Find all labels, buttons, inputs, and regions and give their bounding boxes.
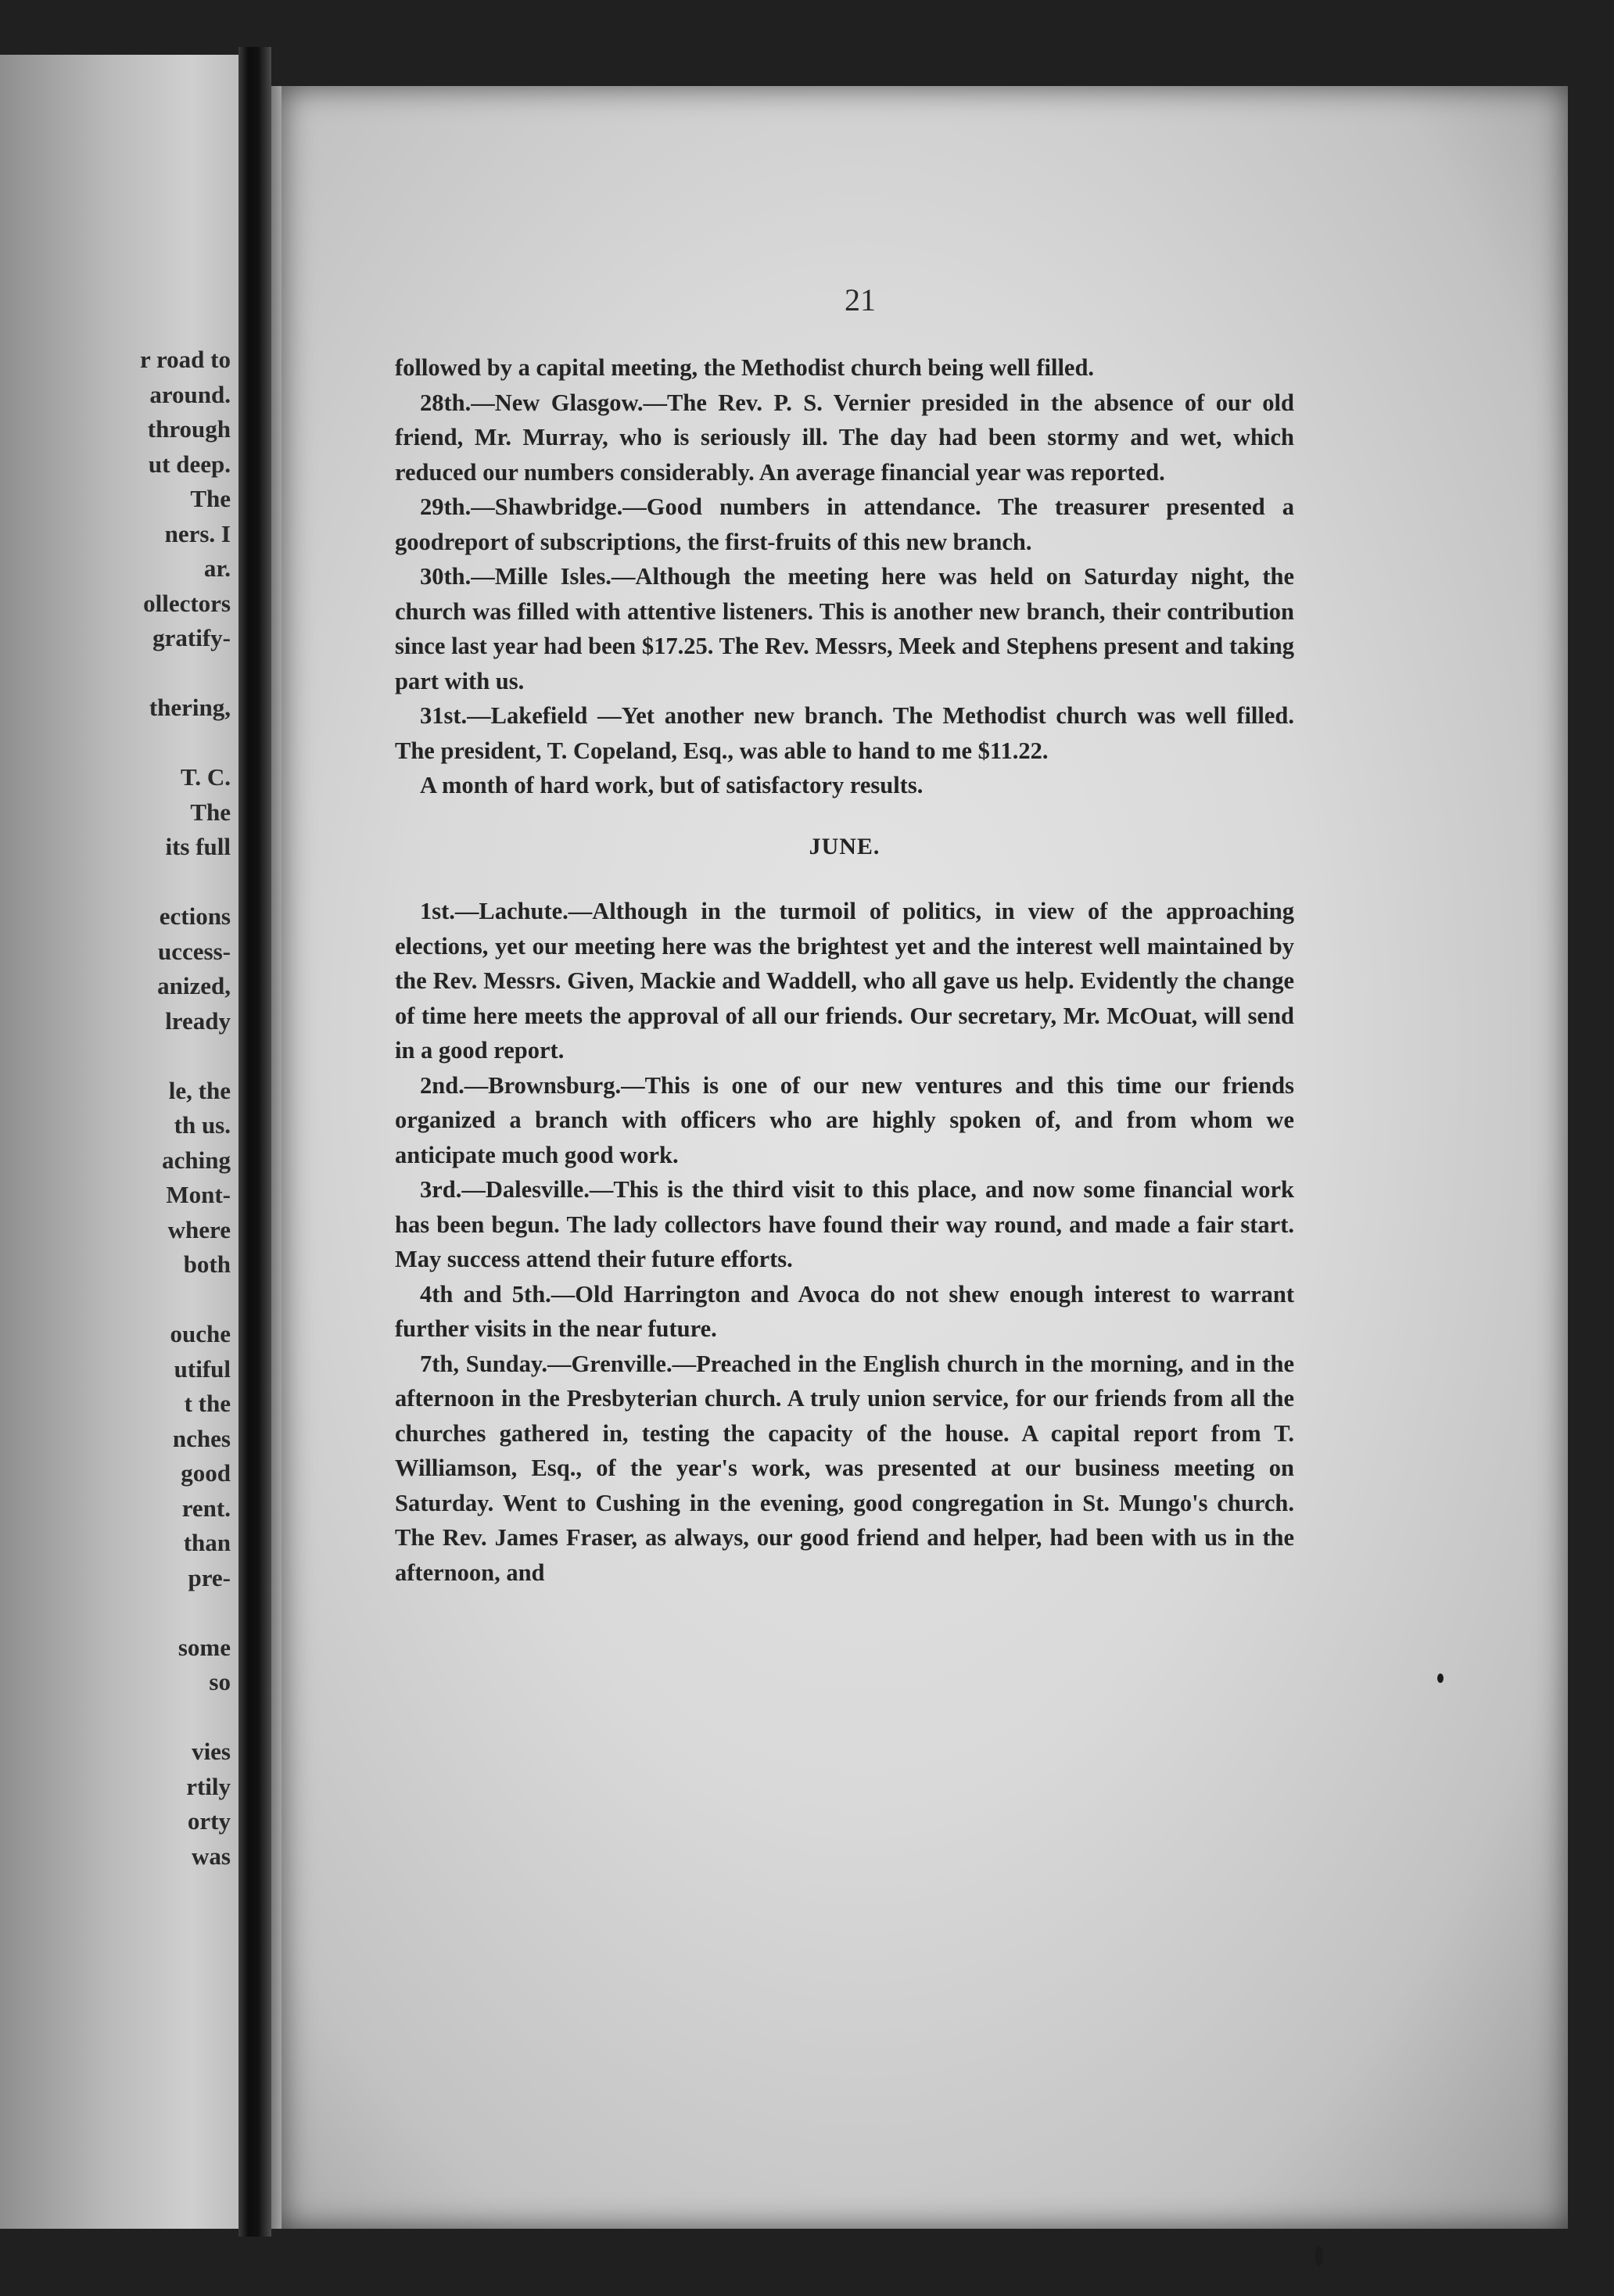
facing-page-line-fragment: good <box>181 1459 231 1487</box>
text-column <box>395 350 1294 1590</box>
facing-page-line-fragment: pre- <box>188 1563 231 1591</box>
page-number: 21 <box>845 282 876 317</box>
facing-page-line-fragment: lready <box>165 1006 231 1035</box>
facing-page-line-fragment: where <box>167 1215 231 1243</box>
facing-page-line-fragment: anized, <box>157 972 231 999</box>
facing-page-line-fragment: thering, <box>149 694 231 721</box>
paragraph: 1st.—Lachute.—Although in the turmoil of politics, in view of the approaching elections, yet our meeting here was the brightest yet and the interest well maintained by the Rev. Messrs. Given, Mackie and Waddell, who all gave us help. Evidently the change of time here meets the approval of all our friends. Our secretary, Mr. McOuat, will send in a good report. <box>395 898 1294 1064</box>
paragraph: 29th.—Shawbridge.—Good numbers in attendance. The treasurer presented a goodreport of subscriptions, the first-fruits of this new branch. <box>395 493 1294 555</box>
facing-page-line-fragment: some <box>178 1633 231 1661</box>
facing-page-line-fragment: both <box>183 1250 231 1278</box>
paragraph: 28th.—New Glasgow.—The Rev. P. S. Vernier presided in the absence of our old friend, Mr. Murray, who is seriously ill. The day had been stormy and wet, which reduced our numbers considerably. An average financial year was reported. <box>395 389 1294 486</box>
paragraph: 30th.—Mille Isles.—Although the meeting here was held on Saturday night, the church was filled with attentive listeners. This is another new branch, their contribution since last year had been $17.25. The Rev. Messrs, Meek and Stephens present and taking part with us. <box>395 563 1294 694</box>
facing-page-line-fragment: its full <box>165 833 231 860</box>
paragraph: 4th and 5th.—Old Harrington and Avoca do not shew enough interest to warrant further visits in the near future. <box>395 1280 1294 1342</box>
facing-page-line-fragment: ar. <box>203 554 231 582</box>
paragraph: A month of hard work, but of satisfactory results. <box>420 772 924 798</box>
facing-page-line-fragment: Mont- <box>166 1181 231 1208</box>
facing-page-line-fragment: The <box>190 798 231 826</box>
book-gutter <box>239 47 271 2237</box>
facing-page-line-fragment: ections <box>159 902 231 930</box>
facing-page-line-fragment: so <box>209 1668 231 1695</box>
facing-page-line-fragment: The <box>190 485 231 512</box>
section-heading: JUNE. <box>809 833 881 859</box>
paragraph: followed by a capital meeting, the Methodist church being well filled. <box>395 354 1095 381</box>
facing-page-line-fragment: T. C. <box>180 763 231 791</box>
paragraph: 3rd.—Dalesville.—This is the third visit to this place, and now some financial work has been begun. The lady collectors have found their way round, and made a fair start. May success attend their future efforts. <box>395 1176 1294 1272</box>
facing-page-line-fragment: utiful <box>174 1354 231 1383</box>
facing-page-line-fragment: t the <box>184 1390 231 1417</box>
ink-spot <box>1437 1674 1444 1683</box>
facing-page-line-fragment: le, the <box>168 1076 231 1104</box>
facing-page-line-fragment: was <box>192 1842 231 1870</box>
facing-page-line-fragment: ners. I <box>164 519 231 547</box>
paragraph: 7th, Sunday.—Grenville.—Preached in the English church in the morning, and in the afternoon in the Presbyterian church. A truly union service, for our friends from all the churches gathered in, testing the capacity of the house. A capital report from T. Williamson, Esq., of the year's work, was presented at our business meeting on Saturday. Went to Cushing in the evening, good congregation in St. Mungo's church. The Rev. James Fraser, as always, our good friend and helper, had been with us in the afternoon, and <box>395 1350 1294 1586</box>
paragraph: 2nd.—Brownsburg.—This is one of our new ventures and this time our friends organized a branch with officers who are highly spoken of, and from whom we anticipate much good work. <box>395 1071 1294 1168</box>
ink-spot <box>1315 2246 1323 2266</box>
facing-page-line-fragment: uccess- <box>158 937 231 965</box>
facing-page-line-fragment: aching <box>162 1146 231 1174</box>
facing-page-line-fragment: ollectors <box>143 589 231 617</box>
facing-page-line-fragment: rent. <box>181 1494 231 1522</box>
facing-page-line-fragment: vies <box>192 1738 231 1765</box>
facing-page-line-fragment: orty <box>187 1807 231 1835</box>
facing-page-line-fragment: ouche <box>170 1320 231 1347</box>
paragraph: 31st.—Lakefield —Yet another new branch. The Methodist church was well filled. The president, T. Copeland, Esq., was able to hand to me $11.22. <box>395 702 1294 764</box>
facing-page-line-fragment: ut deep. <box>148 450 231 478</box>
facing-page-line-fragment: th us. <box>174 1111 231 1139</box>
facing-page-line-fragment: than <box>183 1529 231 1556</box>
facing-page-line-fragment: around. <box>149 380 231 408</box>
facing-page-line-fragment: nches <box>172 1424 231 1452</box>
facing-page-fragment <box>0 55 239 2229</box>
facing-page-line-fragment: rtily <box>186 1772 231 1800</box>
facing-page-line-fragment: through <box>147 415 231 443</box>
facing-page-line-fragment: r road to <box>140 346 231 373</box>
facing-page-line-fragment: gratify- <box>152 624 231 651</box>
